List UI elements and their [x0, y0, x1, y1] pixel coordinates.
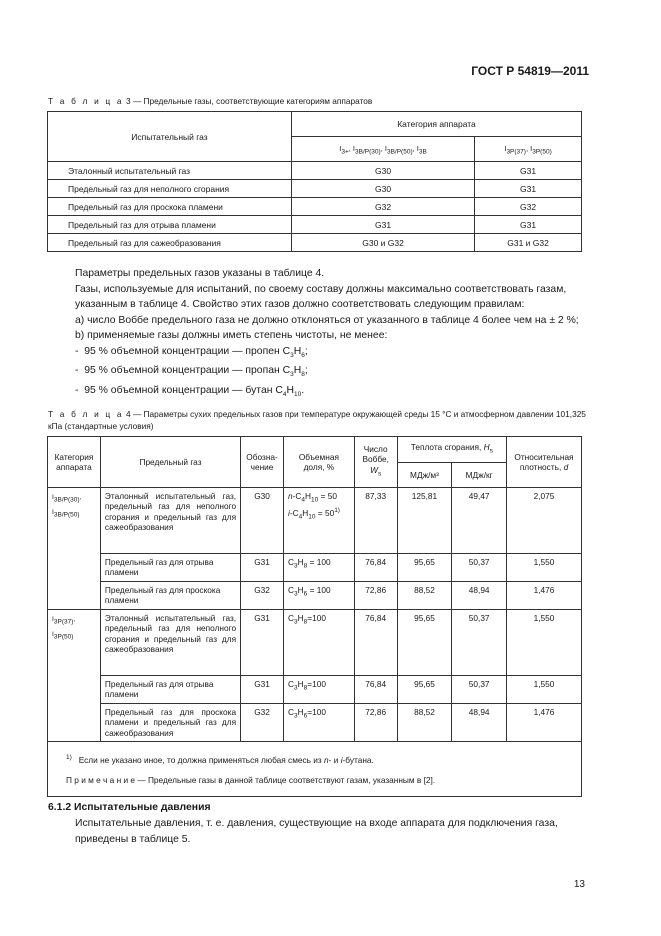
- table4-cell-code: G32: [241, 582, 284, 610]
- table4-cell-gas: Предельный газ для отрыва пламени: [100, 554, 240, 582]
- table3-cell-b: G31: [475, 162, 582, 180]
- table-row: [48, 554, 582, 582]
- table4-category-cell: $I_{3P(37)}$, $I_{3P(50)}$: [48, 610, 101, 742]
- paragraph: Параметры предельных газов указаны в таблице 4.: [75, 268, 325, 279]
- table4-header-code: Обозна-чение: [241, 437, 284, 488]
- table3-header-gas: Испытательный газ: [48, 112, 292, 162]
- table3-cell-gas: Предельный газ для сажеобразования: [48, 234, 292, 252]
- table4-caption-label: Т а б л и ц а: [48, 409, 124, 419]
- table4-cell-volume: $C_3H_8=100$: [284, 610, 355, 676]
- table4-cell-density: 2,075: [507, 488, 582, 554]
- table4-caption: [48, 408, 588, 432]
- table4-cell-wobbe: 87,33: [354, 488, 397, 554]
- table3-cell-a: G30 и G32: [292, 234, 475, 252]
- section-body: Испытательные давления, т. е. давления, существующие на входе аппарата для подключения газа, приведены в таблице 5.: [75, 818, 558, 845]
- table3-cell-b: G31 и G32: [475, 234, 582, 252]
- table4-cell-heat-kg: 49,47: [452, 488, 507, 554]
- paragraph: b) применяемые газы должны иметь степень чистоты, не менее:: [75, 330, 388, 341]
- table4-cell-volume: $C_3H_8=100$: [284, 676, 355, 704]
- table-row: [48, 676, 582, 704]
- table-row: [48, 582, 582, 610]
- table4-cell-heat-kg: 50,37: [452, 554, 507, 582]
- table4-notes: [48, 742, 582, 797]
- table4-cell-heat-m3: 88,52: [397, 582, 452, 610]
- table3-header-category: Категория аппарата: [292, 112, 582, 137]
- table-row: [48, 488, 582, 554]
- table3-caption-label: Т а б л и ц а: [48, 96, 124, 106]
- table4-cell-heat-kg: 48,94: [452, 582, 507, 610]
- table3-caption-text: 3 — Предельные газы, соответствующие категориям аппаратов: [126, 96, 373, 106]
- table3-cell-gas: Эталонный испытательный газ: [48, 162, 292, 180]
- table3-cell-b: G31: [475, 216, 582, 234]
- table-row: [48, 704, 582, 742]
- table4-cell-wobbe: 72,86: [354, 704, 397, 742]
- table4-cell-density: 1,550: [507, 554, 582, 582]
- table-row: [48, 198, 582, 216]
- table4-cell-heat-m3: 95,65: [397, 554, 452, 582]
- table4-cell-code: G31: [241, 676, 284, 704]
- section-heading: 6.1.2 Испытательные давления: [48, 802, 211, 813]
- table4-header-density: Относительная плотность, d: [507, 437, 582, 488]
- table4-cell-heat-kg: 48,94: [452, 704, 507, 742]
- table4-header-category: Категория аппарата: [48, 437, 101, 488]
- table4-cell-heat-kg: 50,37: [452, 610, 507, 676]
- table3-subheader-1: $I_{3+}$, $I_{3B/P(30)}$, $I_{3B/P(50)}$, $I_{3B}$: [292, 137, 475, 162]
- table-row: [48, 610, 582, 676]
- table4-note: П р и м е ч а н и е — Предельные газы в данной таблице соответствуют газам, указанным в [2].: [66, 774, 436, 785]
- table4-header-unit-kg: МДж/кг: [452, 462, 507, 488]
- table4-cell-code: G31: [241, 610, 284, 676]
- table4-cell-gas: Эталонный испытательный газ, предельный газ для неполного сгорания и предельный газ для сажеобразования: [100, 488, 240, 554]
- table4-cell-gas: Предельный газ для проскока пламени и предельный газ для сажеобразования: [100, 704, 240, 742]
- table4-cell-gas: Эталонный испытательный газ, предельный газ для неполного сгорания и предельный газ для сажеобразования: [100, 610, 240, 676]
- page-number: 13: [573, 879, 585, 890]
- table4-cell-heat-m3: 125,81: [397, 488, 452, 554]
- table4-header-heat: Теплота сгорания, $H_s$: [397, 437, 506, 463]
- dash-item: - 95 % объемной концентрации — пропан $C_3H_8$;: [75, 365, 308, 379]
- table3-cell-gas: Предельный газ для отрыва пламени: [48, 216, 292, 234]
- table4-cell-wobbe: 76,84: [354, 676, 397, 704]
- dash-item: - 95 % объемной концентрации — бутан $C_4H_{10}$.: [75, 384, 305, 398]
- table4-header-unit-m3: МДж/м³: [397, 462, 452, 488]
- table4-cell-volume: $C_3H_6 = 100$: [284, 582, 355, 610]
- table4-cell-volume: $n-C_4H_{10} = 50$ $i-C_4H_{10} = 50^{1)}$: [284, 488, 355, 554]
- table4-cell-volume: $C_3H_8 = 100$: [284, 554, 355, 582]
- table4-cell-wobbe: 76,84: [354, 610, 397, 676]
- table4-cell-wobbe: 72,86: [354, 582, 397, 610]
- body-text: [48, 266, 585, 402]
- table4-category-cell: $I_{3B/P(30)}$, $I_{3B/P(50)}$: [48, 488, 101, 610]
- paragraph: Газы, используемые для испытаний, по своему составу должны максимально соответствовать газам, указанным в таблице 4. Свойство этих газов должно соответствовать следующим правилам:: [75, 283, 567, 310]
- dash-item: - 95 % объемной концентрации — пропен $C_3H_6$;: [75, 345, 308, 359]
- table4-header-gas: Предельный газ: [100, 437, 240, 488]
- table3-subheader-2: $I_{3P(37)}$, $I_{3P(50)}$: [475, 137, 582, 162]
- table3-cell-a: G32: [292, 198, 475, 216]
- table-row: [48, 216, 582, 234]
- table3-cell-a: G30: [292, 162, 475, 180]
- table4-cell-heat-m3: 95,65: [397, 676, 452, 704]
- table4-cell-gas: Предельный газ для отрыва пламени: [100, 676, 240, 704]
- table-row: [48, 234, 582, 252]
- table4-cell-code: G30: [241, 488, 284, 554]
- table4-cell-density: 1,550: [507, 676, 582, 704]
- table-row: [48, 162, 582, 180]
- table4-cell-code: G32: [241, 704, 284, 742]
- table4-cell-code: G31: [241, 554, 284, 582]
- table3: [47, 111, 582, 252]
- table4-cell-wobbe: 76,84: [354, 554, 397, 582]
- table4-footnote: $^{1)}$ Если не указано иное, то должна применяться любая смесь из n- и i-бутана.: [66, 753, 374, 765]
- table-row: [48, 180, 582, 198]
- table4-cell-density: 1,476: [507, 704, 582, 742]
- document-code: ГОСТ Р 54819—2011: [471, 64, 589, 78]
- table4-cell-heat-m3: 88,52: [397, 704, 452, 742]
- table3-caption: [48, 95, 598, 107]
- table4-header-volume: Объемная доля, %: [284, 437, 355, 488]
- paragraph: a) число Воббе предельного газа не должно отклоняться от указанного в таблице 4 более чем на ± 2 %;: [75, 314, 579, 326]
- table3-cell-b: G31: [475, 180, 582, 198]
- table4-cell-heat-m3: 95,65: [397, 610, 452, 676]
- table3-cell-a: G30: [292, 180, 475, 198]
- table4-cell-density: 1,476: [507, 582, 582, 610]
- table4-cell-gas: Предельный газ для проскока пламени: [100, 582, 240, 610]
- table4-caption-text: 4 — Параметры сухих предельных газов при температуре окружающей среды 15 °С и атмосферном давлении 101,325 кПа (стандартные условия): [48, 409, 586, 431]
- table3-cell-gas: Предельный газ для проскока пламени: [48, 198, 292, 216]
- table3-cell-a: G31: [292, 216, 475, 234]
- table4-header-wobbe: Число Воббе, $W_s$: [354, 437, 397, 488]
- table4: [47, 436, 582, 797]
- table4-cell-density: 1,550: [507, 610, 582, 676]
- table4-cell-volume: $C_3H_6=100$: [284, 704, 355, 742]
- table3-cell-b: G32: [475, 198, 582, 216]
- table4-cell-heat-kg: 50,37: [452, 676, 507, 704]
- table3-cell-gas: Предельный газ для неполного сгорания: [48, 180, 292, 198]
